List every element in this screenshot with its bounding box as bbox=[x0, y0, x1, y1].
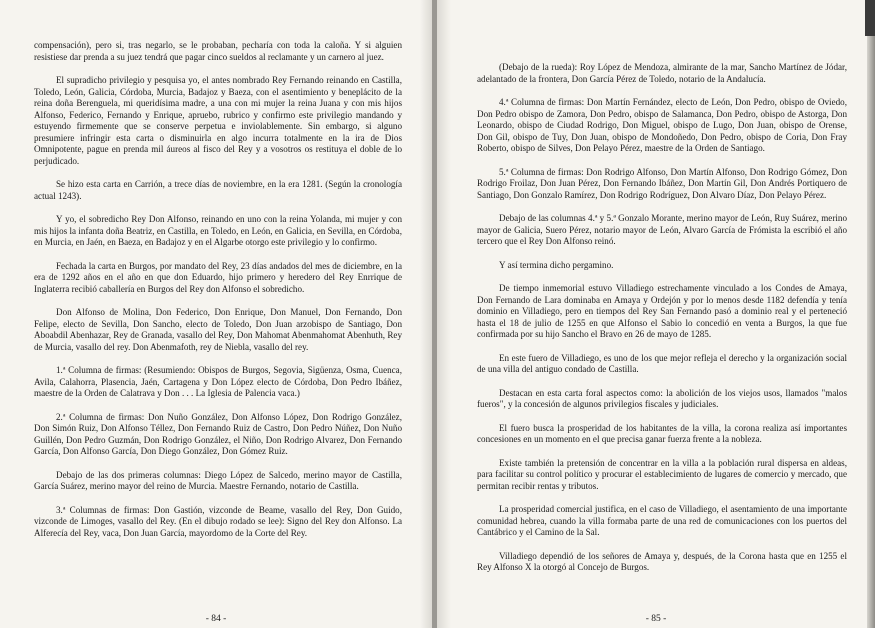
paragraph: En este fuero de Villadiego, es uno de los que mejor refleja el derecho y la organización social de una villa del antiguo condado de Castilla. bbox=[477, 352, 847, 374]
paragraph: 3.ª Columnas de firmas: Don Gastión, vizconde de Beame, vasallo del Rey, Don Guido, vizconde de Limoges, vasallo del Rey. (En el dibujo rodado se lee): Signo del Rey don Alfonso. La Alferecía del Rey, vaca, Don Juan García, mayordomo de la Corte del Rey. bbox=[34, 504, 402, 538]
paragraph: compensación), pero si, tras negarlo, se le probaban, pecharía con toda la caloña. Y si alguien resistiese dar prenda a su juez tendrá que pagar cinco sueldos al reclamante y un carnero al juez. bbox=[34, 40, 402, 62]
page-edge bbox=[867, 0, 875, 628]
paragraph: Debajo de las columnas 4.ª y 5.ª Gonzalo Morante, merino mayor de León, Ruy Suárez, merino mayor de Galicia, Suero Pérez, notario mayor de León, Alvaro García de Frómista la escribió el año tercero que el Rey Don Alfonso reinó. bbox=[477, 213, 847, 246]
page-number-left bbox=[0, 614, 432, 624]
paragraph: Y yo, el sobredicho Rey Don Alfonso, reinando en uno con la reina Yolanda, mi mujer y con mis hijos la infanta doña Beatriz, en Castilla, en Toledo, en León, en Galicia, en Sevilla, en Córdoba, en Murcia, en Jaén, en Baeza, en Badajoz y en el Algarbe otorgo este privilegio y lo confirmo. bbox=[34, 214, 402, 247]
paragraph: 1.ª Columna de firmas: (Resumiendo: Obispos de Burgos, Segovia, Sigüenza, Osma, Cuenca, Avila, Calahorra, Plasencia, Jaén, Cartagena y Don López electo de Córdoba, Don Pedro Ibáñez, maestre de la Orden de Calatrava y Don . . . La Iglesia de Palencia vaca.) bbox=[34, 365, 402, 398]
paragraph: Existe también la pretensión de concentrar en la villa a la población rural dispersa en aldeas, para facilitar su control político y procurar el establecimiento de lugares de comercio y mercado, que permitan recibir rentas y tributos. bbox=[477, 457, 847, 491]
page-number-text: - 84 - bbox=[205, 614, 227, 624]
paragraph: 2.ª Columna de firmas: Don Nuño González, Don Alfonso López, Don Rodrigo González, Don Simón Ruiz, Don Alfonso Téllez, Don Fernando Ruiz de Castro, Don Pedro Núñez, Don Nuño Guillén, Don Pedro Guzmán, Don Rodrigo González, el Niño, Don Rodrigo Alvarez, Don Fernando García, Don Alfonso García, Don Diego González, Don Gómez Ruiz. bbox=[34, 411, 402, 456]
paragraph: Destacan en esta carta foral aspectos como: la abolición de los viejos usos, llamados "malos fueros", y la concesión de algunos privilegios fiscales y judiciales. bbox=[477, 387, 847, 409]
paragraph: Se hizo esta carta en Carrión, a trece días de noviembre, en la era 1281. (Según la cronología actual 1243). bbox=[34, 179, 402, 201]
paragraph: Y así termina dicho pergamino. bbox=[499, 259, 614, 270]
paragraph: El fuero busca la prosperidad de los habitantes de la villa, la corona realiza así importantes concesiones en un momento en el que precisa ganar fuerza frente a la nobleza. bbox=[477, 422, 847, 444]
page-number-text: - 85 - bbox=[645, 614, 667, 624]
page-number-right bbox=[437, 614, 875, 624]
paragraph: Don Alfonso de Molina, Don Federico, Don Enrique, Don Manuel, Don Fernando, Don Felipe, electo de Sevilla, Don Sancho, electo de Toledo, Don Juan arzobispo de Santiago, Don Aboabdil Abenhazar, Rey de Granada, vasallo del Rey, Don Mahomat Abenmahomat Abenhuth, Rey de Murcia, vasallo del rey. Don Abenmafoth, rey de Niebla, vasallo del rey. bbox=[34, 307, 402, 352]
right-page bbox=[437, 0, 875, 628]
paragraph: Villadiego dependió de los señores de Amaya y, después, de la Corona hasta que en 1255 el Rey Alfonso X la otorgó al Concejo de Burgos. bbox=[477, 550, 847, 572]
left-page bbox=[0, 0, 432, 628]
paragraph: 4.ª Columna de firmas: Don Martín Fernández, electo de León, Don Pedro, obispo de Oviedo, Don Pedro obispo de Zamora, Don Pedro, obispo de Salamanca, Don Pedro, obispo de Astorga, Don Leonardo, obispo de Ciudad Rodrigo, Don Miguel, obispo de Lugo, Don Juan, obispo de Orense, Don Gil, obispo de Tuy, Don Juan, obispo de Mondoñedo, Don Pedro, obispo de Coria, Don Fray Roberto, obispo de Silves, Don Pelayo Pérez, maestre de la Orden de Santiago. bbox=[477, 97, 847, 153]
scan-border bbox=[865, 0, 875, 36]
paragraph: De tiempo inmemorial estuvo Villadiego estrechamente vinculado a los Condes de Amaya, Don Fernando de Lara dominaba en Amaya y Ordejón y por lo menos desde 1182 defendía y tenía dominio en Villadiego, pero en tiempos del Rey San Fernando pasó a dominio real y el perteneció hasta el 18 de julio de 1255 en que Alfonso el Sabio lo concedió en venta a Burgos, la que fue confirmada por su hijo Sancho el Bravo en 26 de mayo de 1285. bbox=[477, 283, 847, 339]
paragraph: (Debajo de la rueda): Roy López de Mendoza, almirante de la mar, Sancho Martínez de Jódar, adelantado de la frontera, Don García Pérez de Toledo, notario de la Andalucía. bbox=[477, 62, 847, 84]
paragraph: La prosperidad comercial justifica, en el caso de Villadiego, el asentamiento de una importante comunidad hebrea, cuando la villa formaba parte de una red de comunicaciones con los puertos del Cantábrico y el Camino de la Sal. bbox=[477, 504, 847, 537]
paragraph: 5.ª Columna de firmas: Don Rodrigo Alfonso, Don Martín Alfonso, Don Rodrigo Gómez, Don Rodrigo Froilaz, Don Juan Pérez, Don Fernando Ibáñez, Don Martín Gil, Don Andrés Portiquero de Santiago, Don Gonzalo Ramírez, Don Rodrigo Rodríguez, Don Alvaro Díaz, Don Pelayo Pérez. bbox=[477, 166, 847, 200]
paragraph: El supradicho privilegio y pesquisa yo, el antes nombrado Rey Fernando reinando en Castilla, Toledo, León, Galicia, Córdoba, Murcia, Badajoz y Baeza, con el asentimiento y beneplácito de la reina doña Berenguela, mi queridísima madre, a una con mi mujer la reina Juana y con mis hijos Alfonso, Federico, Fernando y Enrique, apruebo, rubrico y confirmo este privilegio mandando y estuyendo firmemente que se conserve perpetua e inviolablemente. Sin embargo, si alguno presumiere infringir esta carta o disminuirla en algo incurra totalmente en la ira de Dios Omnipotente, pague en prenda mil áureos al fisco del Rey y a vosotros os restituya el doble de lo perjudicado. bbox=[34, 75, 402, 166]
paragraph: Fechada la carta en Burgos, por mandato del Rey, 23 días andados del mes de diciembre, en la era de 1292 años en el año en que don Eduardo, hijo primero y heredero del Rey Enrrique de Inglaterra recibió caballería en Burgos del Rey don Alfonso el sobredicho. bbox=[34, 260, 402, 294]
paragraph: Debajo de las dos primeras columnas: Diego López de Salcedo, merino mayor de Castilla, García Suárez, merino mayor del reino de Murcia. Maestre Fernando, notario de Castilla. bbox=[34, 469, 402, 491]
